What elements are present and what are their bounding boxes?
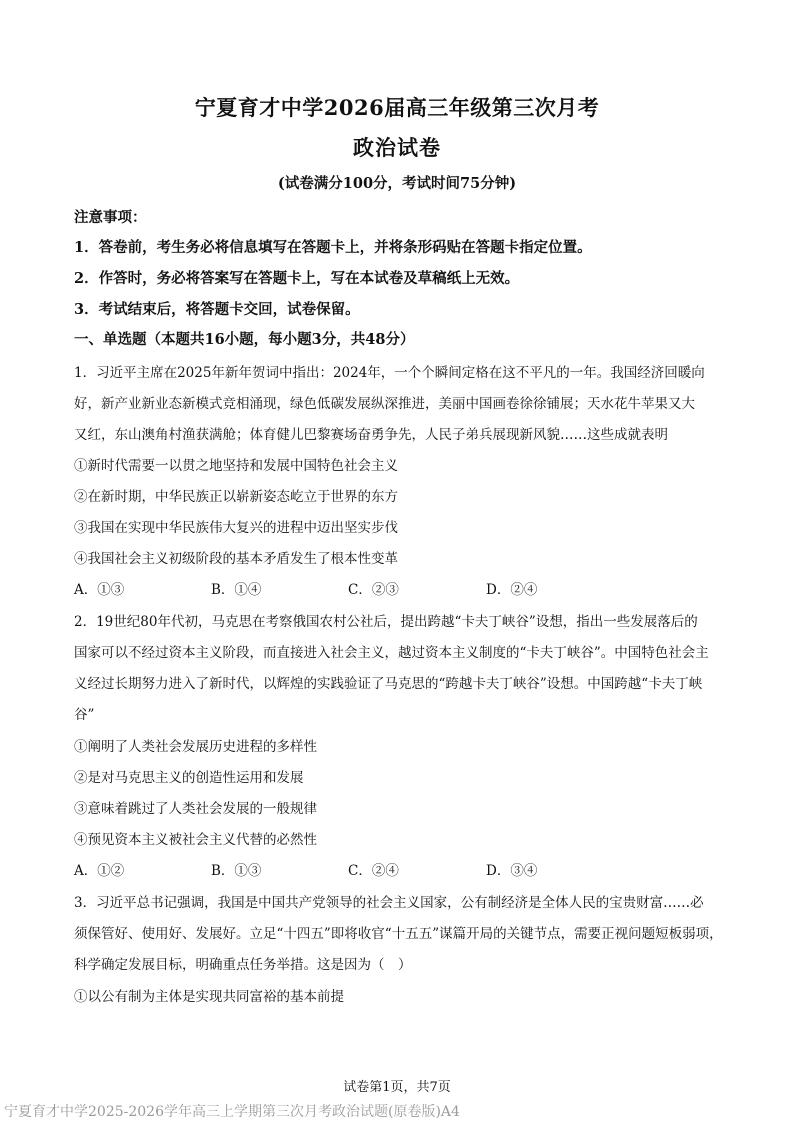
question-stem-line: 义经过长期努力进入了新时代，以辉煌的实践验证了马克思的“跨越卡夫丁峡谷”设想。中国跨越“卡夫丁峡 — [74, 676, 703, 692]
question-stem-line: 2．19世纪80年代初，马克思在考察俄国农村公社后，提出跨越“卡夫丁峡谷”设想，指出一些发展落后的 — [74, 614, 698, 630]
question-item: ③我国在实现中华民族伟大复兴的进程中迈出坚实步伐 — [74, 520, 398, 536]
notice-item: 2．作答时，务必将答案写在答题卡上，写在本试卷及草稿纸上无效。 — [74, 270, 520, 287]
question-item: ①阐明了人类社会发展历史进程的多样性 — [74, 739, 317, 755]
exam-title: 宁夏育才中学2026届高三年级第三次月考 — [194, 95, 600, 120]
answer-option: A．①③ — [74, 582, 125, 598]
question-stem-line: 谷” — [74, 707, 95, 723]
notice-item: 3．考试结束后，将答题卡交回，试卷保留。 — [74, 301, 360, 318]
question-item: ③意味着跳过了人类社会发展的一般规律 — [74, 801, 317, 817]
question-stem-line: 1．习近平主席在2025年新年贺词中指出：2024年，一个个瞬间定格在这不平凡的一年。我国经济回暖向 — [74, 365, 705, 381]
answer-option: D．②④ — [486, 582, 538, 598]
answer-option: C．②③ — [348, 582, 399, 598]
question-stem-line: 好，新产业新业态新模式竞相涌现，绿色低碳发展纵深推进，美丽中国画卷徐徐铺展；天水花牛苹果又大 — [74, 396, 695, 412]
answer-option: C．②④ — [348, 863, 399, 879]
question-stem-line: 3．习近平总书记强调，我国是中国共产党领导的社会主义国家，公有制经济是全体人民的宝贵财富……必 — [74, 895, 704, 911]
answer-option: D．③④ — [486, 863, 538, 879]
section-heading: 一、单选题（本题共16小题，每小题3分，共48分） — [74, 331, 415, 348]
answer-option: A．①② — [74, 863, 125, 879]
question-stem-line: 须保管好、使用好、发展好。立足“十四五”即将收官“十五五”谋篇开局的关键节点，需要正视问题短板弱项， — [74, 926, 723, 942]
answer-option: B．①④ — [211, 582, 262, 598]
question-item: ①新时代需要一以贯之地坚持和发展中国特色社会主义 — [74, 458, 398, 474]
answer-option: B．①③ — [211, 863, 262, 879]
question-item: ②是对马克思主义的创造性运用和发展 — [74, 770, 304, 786]
question-stem-line: 又红，东山澳角村渔获满舱；体育健儿巴黎赛场奋勇争先，人民子弟兵展现新风貌……这些成就表明 — [74, 427, 668, 443]
question-stem-line: 国家可以不经过资本主义阶段，而直接进入社会主义，越过资本主义制度的“卡夫丁峡谷”。中国特色社会主 — [74, 645, 709, 661]
question-item: ①以公有制为主体是实现共同富裕的基本前提 — [74, 989, 344, 1005]
page-number: 试卷第1页，共7页 — [343, 1080, 451, 1095]
question-item: ④我国社会主义初级阶段的基本矛盾发生了根本性变革 — [74, 551, 398, 567]
notice-item: 1．答卷前，考生务必将信息填写在答题卡上，并将条形码贴在答题卡指定位置。 — [74, 239, 592, 256]
question-item: ④预见资本主义被社会主义代替的必然性 — [74, 832, 317, 848]
question-item: ②在新时期，中华民族正以崭新姿态屹立于世界的东方 — [74, 489, 398, 505]
exam-info: (试卷满分100分，考试时间75分钟) — [277, 175, 517, 192]
watermark-text: 宁夏育才中学2025-2026学年高三上学期第三次月考政治试题(原卷版)A4 — [4, 1104, 460, 1120]
question-stem-line: 科学确定发展目标，明确重点任务举措。这是因为（ ） — [74, 957, 412, 973]
notice-heading: 注意事项： — [74, 209, 147, 226]
exam-subject: 政治试卷 — [353, 135, 441, 160]
